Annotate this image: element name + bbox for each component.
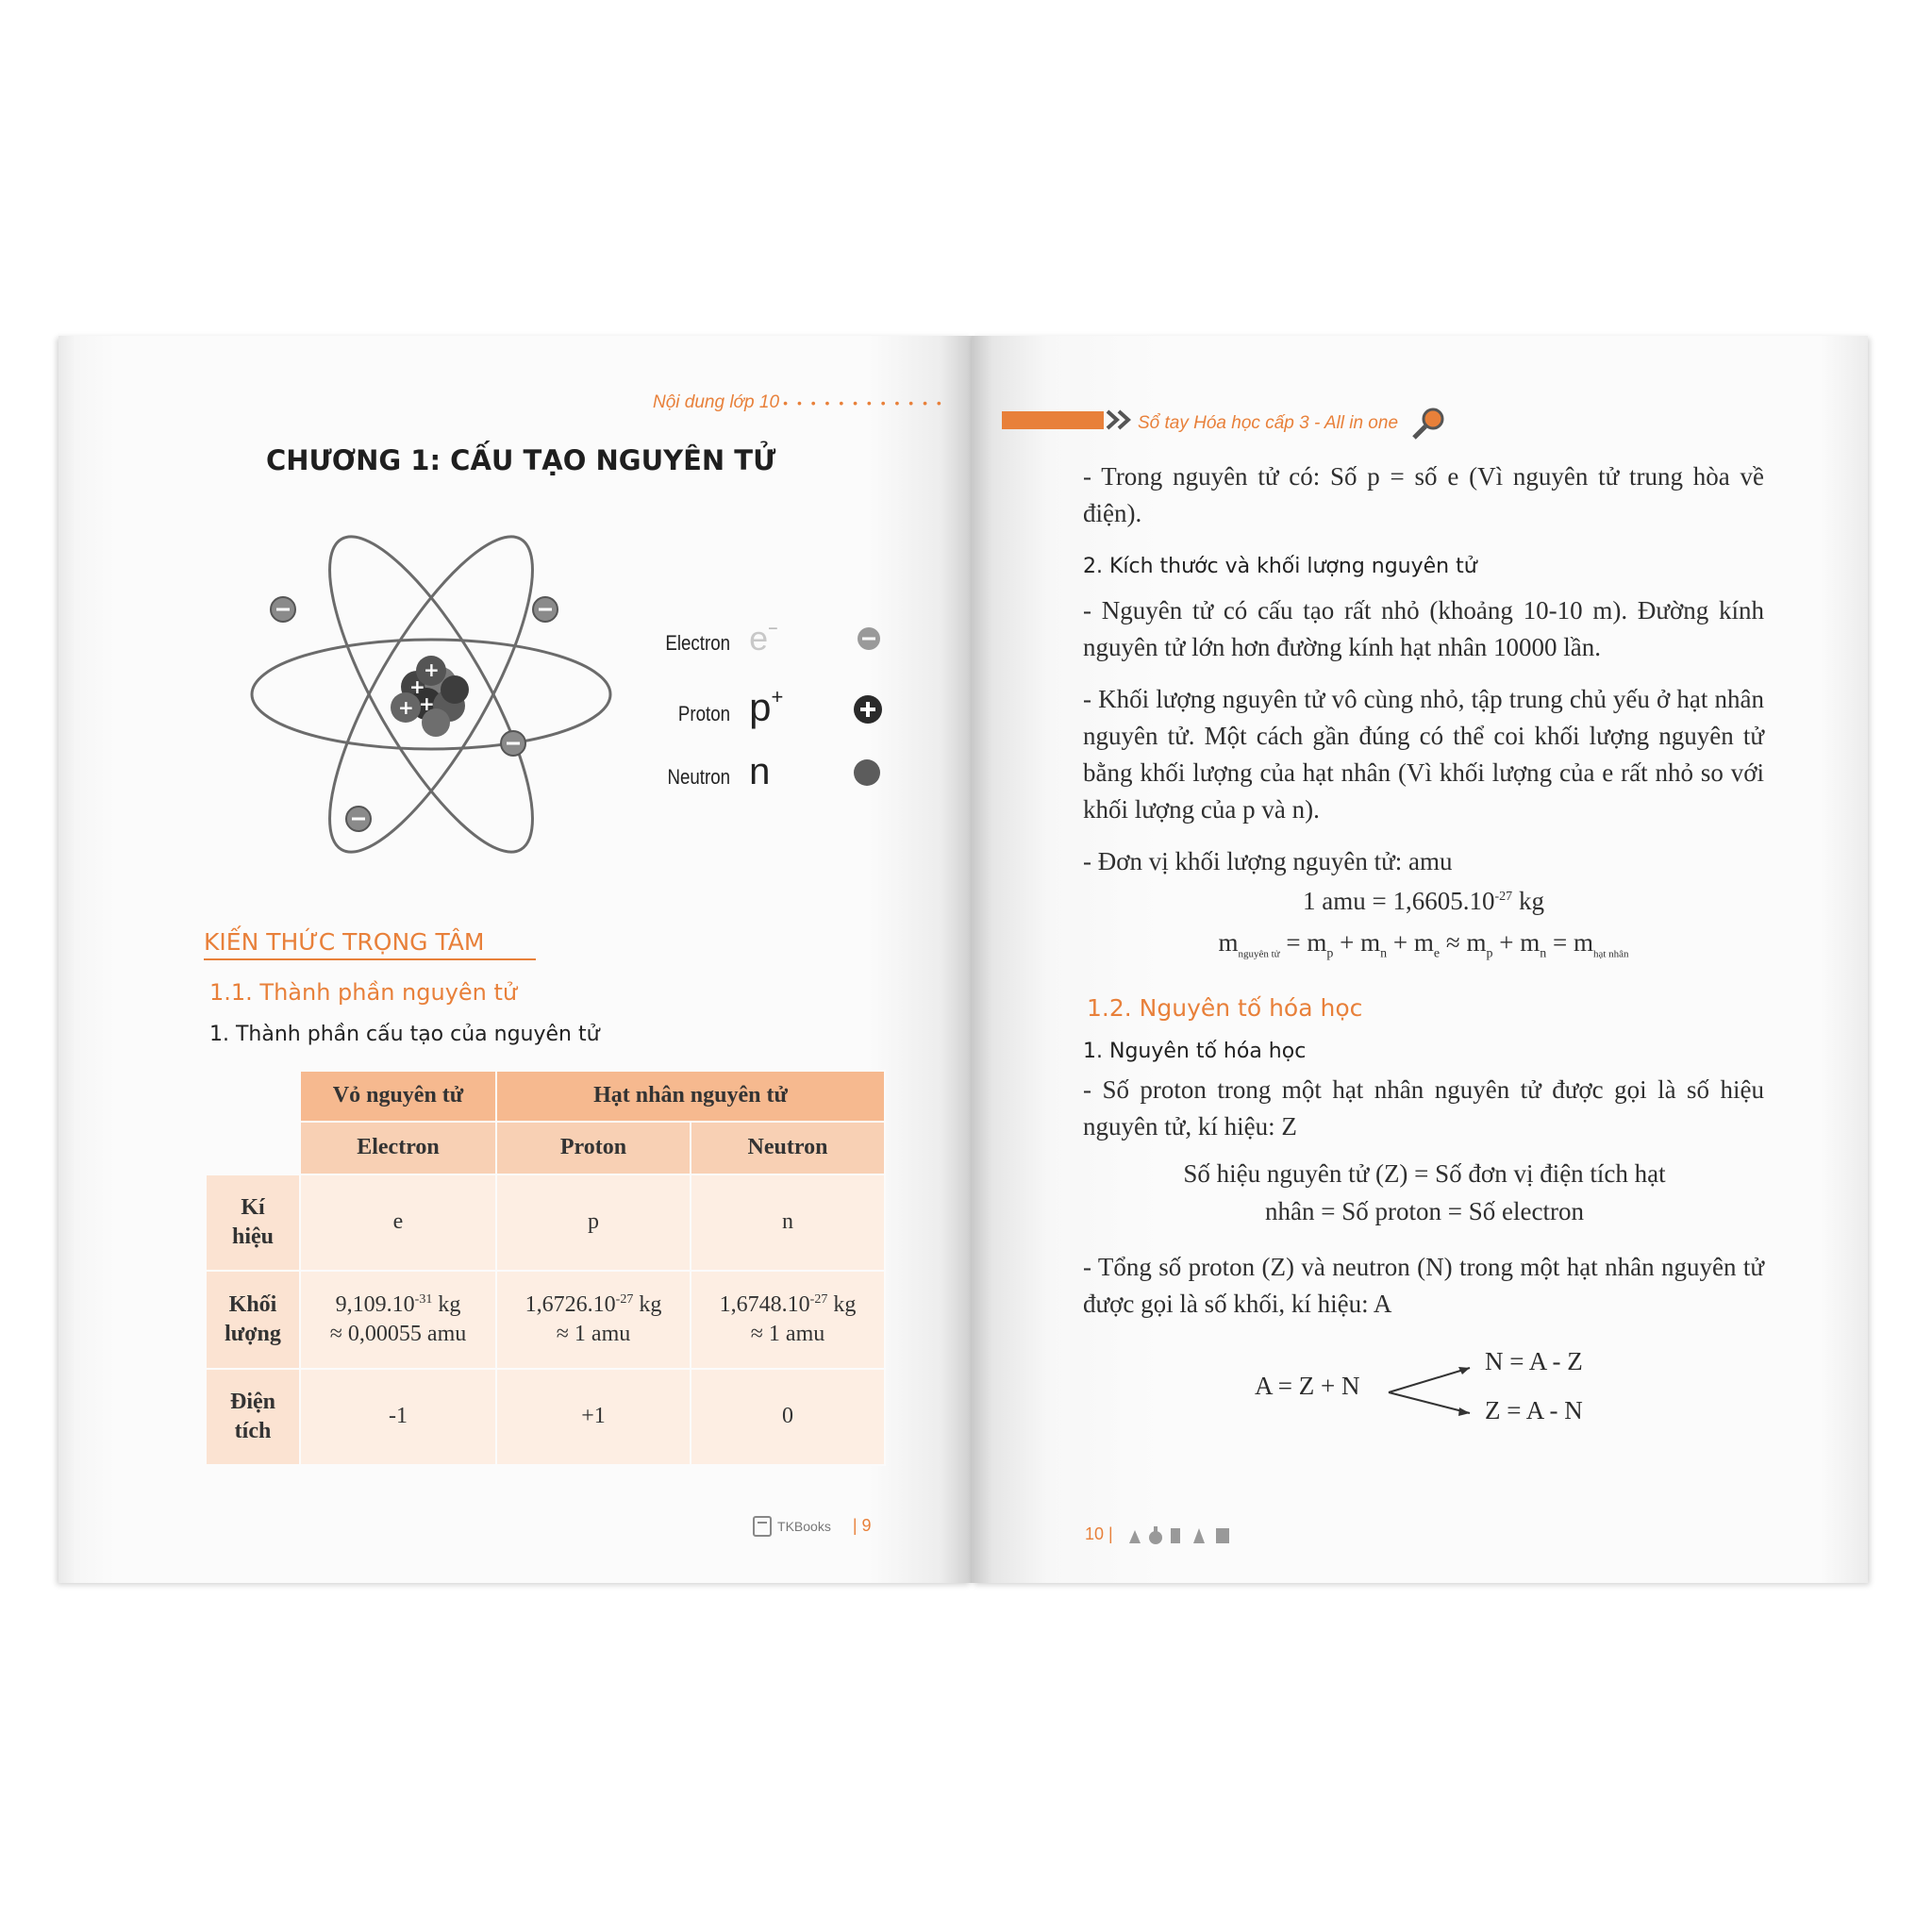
table-cell: e xyxy=(300,1174,496,1271)
right-footer: 10 | xyxy=(1085,1523,1246,1547)
column-header: Proton xyxy=(496,1122,691,1174)
svg-text:+: + xyxy=(398,696,414,719)
table-row xyxy=(206,1174,885,1271)
legend-proton: Proton p+ xyxy=(625,685,783,730)
paragraph-atom-mass: - Khối lượng nguyên tử vô cùng nhỏ, tập trung chủ yếu ở hạt nhân nguyên tử. Một cách gần đúng có thể coi khối lượng nguyên tử bằng khối lượng của hạt nhân (Vì khối lượng của e rất nhỏ so với khối lượng của p và n). xyxy=(1083,685,1764,824)
legend-neutron: Neutron n xyxy=(625,751,770,793)
column-header: Neutron xyxy=(691,1122,885,1174)
left-running-header: Nội dung lớp 10 • • • • • • • • • • • • xyxy=(653,392,944,412)
key-knowledge-heading: KIẾN THỨC TRỌNG TÂM xyxy=(204,928,485,956)
open-book xyxy=(58,336,1868,1583)
paragraph-mass-number: - Tổng số proton (Z) và neutron (N) trong một hạt nhân nguyên tử được gọi là số khối, kí hiệu: A xyxy=(1083,1253,1764,1318)
branch-arrows xyxy=(1385,1358,1479,1424)
paragraph-atomic-number: - Số proton trong một hạt nhân nguyên tử được gọi là số hiệu nguyên tử, kí hiệu: Z xyxy=(1083,1075,1764,1141)
heading-underline xyxy=(204,958,536,960)
page-number: 10 xyxy=(1085,1524,1105,1543)
row-label: Kí hiệu xyxy=(206,1174,300,1271)
section-1-1-heading: 1.1. Thành phần nguyên tử xyxy=(209,979,518,1006)
group-header-shell: Vỏ nguyên tử xyxy=(300,1071,496,1122)
book-logo-icon xyxy=(752,1515,773,1538)
nucleus xyxy=(391,656,469,737)
table-row xyxy=(206,1369,885,1465)
paragraph-neutral-atom: - Trong nguyên tử có: Số p = số e (Vì nguyên tử trung hòa về điện). xyxy=(1083,462,1764,527)
table-cell: +1 xyxy=(496,1369,691,1465)
row-label: Điện tích xyxy=(206,1369,300,1465)
mass-number-equation: A = Z + N xyxy=(1255,1372,1360,1400)
proton-icon xyxy=(853,694,883,724)
group-header-nucleus: Hạt nhân nguyên tử xyxy=(496,1071,885,1122)
neutron-equation: N = A - Z xyxy=(1485,1347,1583,1375)
double-chevron-icon xyxy=(1106,409,1134,430)
magnifier-icon xyxy=(1410,406,1448,441)
table-cell: p xyxy=(496,1174,691,1271)
atom-illustration xyxy=(238,506,625,883)
table-cell: 0 xyxy=(691,1369,885,1465)
left-page xyxy=(58,336,972,1583)
svg-text:+: + xyxy=(409,675,425,698)
table-cell: -1 xyxy=(300,1369,496,1465)
row-label: Khối lượng xyxy=(206,1271,300,1369)
section-1-2-heading: 1.2. Nguyên tố hóa học xyxy=(1087,994,1363,1022)
electron-icon xyxy=(857,626,881,651)
table-cell: $1,6726.10^{-27}$ kg ≈ 1 amu xyxy=(496,1271,691,1369)
paragraph-amu-unit: - Đơn vị khối lượng nguyên tử: amu xyxy=(1083,847,1453,875)
chapter-title: CHƯƠNG 1: CẤU TẠO NGUYÊN TỬ xyxy=(266,444,776,476)
page-number: 9 xyxy=(861,1515,872,1535)
header-bar xyxy=(1002,411,1104,429)
neutron-symbol: n xyxy=(749,751,771,792)
amu-definition: 1 amu = $1,6605.10^{-27}$ kg xyxy=(1303,887,1544,915)
svg-text:+: + xyxy=(424,658,440,681)
subheading-size-mass: 2. Kích thước và khối lượng nguyên tử xyxy=(1083,555,1477,578)
mass-equation: $m_{nguyên tử} = m_p + m_n + m_e \approx m_p + m_n = m_{hạt nhân}$ xyxy=(1218,928,1629,961)
atomic-number-rule: Số hiệu nguyên tử (Z) = Số đơn vị điện tích hạt nhân = Số proton = Số electron xyxy=(1183,1159,1666,1225)
table-cell: $9,109.10^{-31}$ kg ≈ 0,00055 amu xyxy=(300,1271,496,1369)
subsection-1-heading: 1. Thành phần cấu tạo của nguyên tử xyxy=(209,1023,600,1046)
proton-equation: Z = A - N xyxy=(1485,1396,1583,1424)
lab-equipment-icons xyxy=(1124,1523,1246,1547)
table-cell: n xyxy=(691,1174,885,1271)
right-page xyxy=(972,336,1868,1583)
legend-electron: Electron e− xyxy=(625,619,778,658)
electron-symbol: e xyxy=(749,619,769,658)
left-footer: TKBooks | 9 xyxy=(752,1515,872,1538)
proton-symbol: p xyxy=(749,685,772,729)
paragraph-atom-size: - Nguyên tử có cấu tạo rất nhỏ (khoảng 10-10 m). Đường kính nguyên tử lớn hơn đường kính hạt nhân 10000 lần. xyxy=(1083,596,1764,661)
svg-text:+: + xyxy=(419,692,435,715)
table-cell: $1,6748.10^{-27}$ kg ≈ 1 amu xyxy=(691,1271,885,1369)
right-running-header: Sổ tay Hóa học cấp 3 - All in one xyxy=(1138,406,1448,441)
atom-composition-table xyxy=(205,1070,886,1466)
neutron-icon xyxy=(853,758,881,787)
publisher-brand: TKBooks xyxy=(777,1518,831,1534)
column-header: Electron xyxy=(300,1122,496,1174)
table-row xyxy=(206,1271,885,1369)
subheading-element: 1. Nguyên tố hóa học xyxy=(1083,1040,1307,1063)
